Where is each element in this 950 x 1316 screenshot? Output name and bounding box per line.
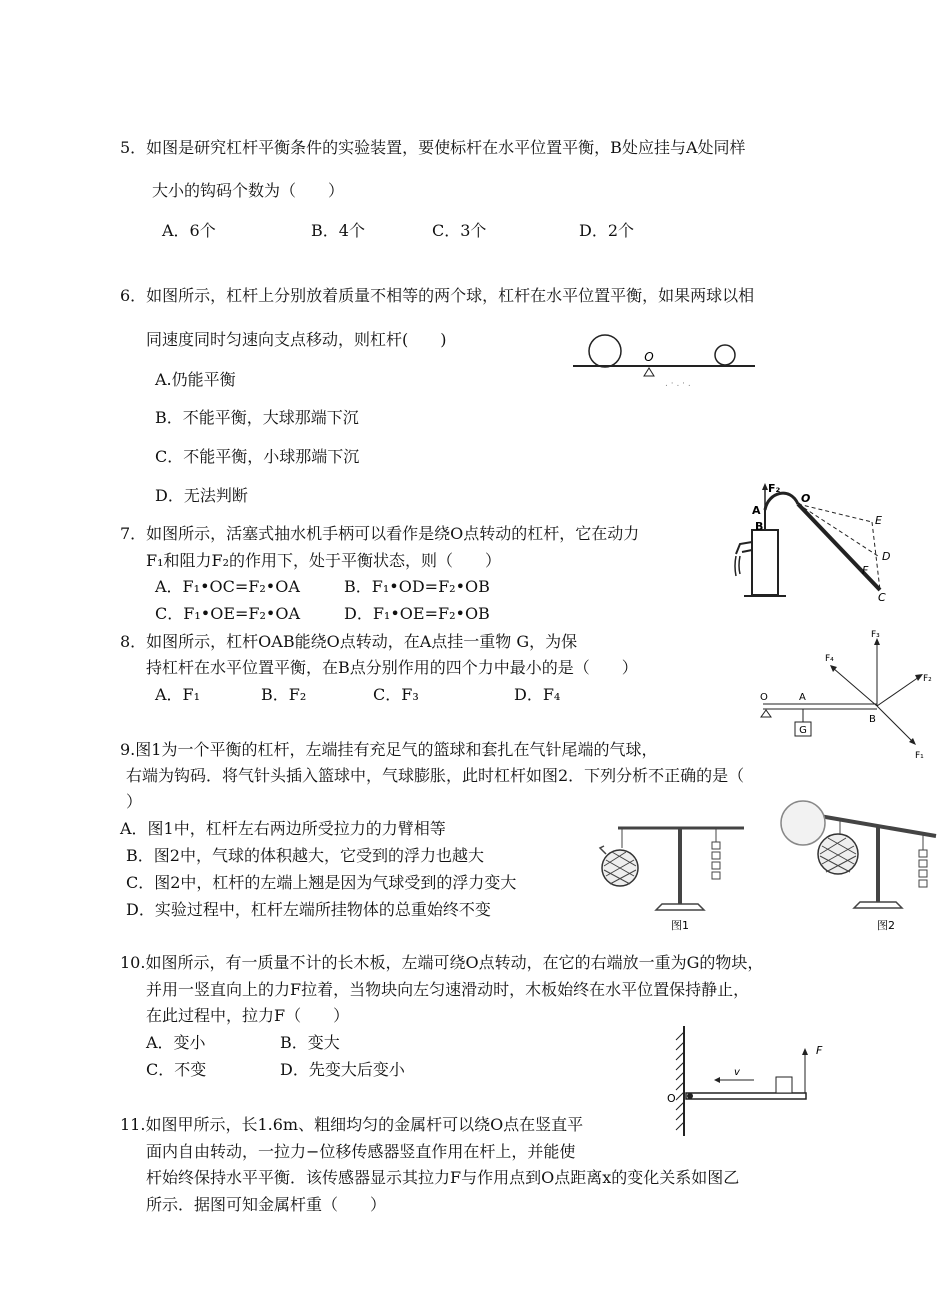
q10-line1: 10.如图所示，有一质量不计的长木板，左端可绕O点转动，在它的右端放一重为G的物块，	[120, 953, 764, 972]
fig7-label-o: O	[801, 492, 811, 505]
fig8-label-a: A	[799, 692, 806, 703]
fig8-label-f3: F₃	[871, 630, 880, 640]
q6-option-a: A.仍能平衡	[155, 370, 236, 389]
fig9-caption-2: 图2	[877, 919, 895, 932]
q9-line3: ）	[126, 792, 143, 811]
water-stream	[735, 556, 740, 576]
weight-4	[919, 880, 927, 887]
q11-line1: 11.如图甲所示，长1.6m、粗细均匀的金属杆可以绕O点在竖直平	[120, 1115, 584, 1134]
q7-option-b: B．F₁•OD=F₂•OB	[344, 577, 490, 596]
weight-1	[712, 842, 720, 849]
wall-hatch	[676, 1032, 684, 1130]
q6-lever-figure	[565, 330, 760, 390]
big-ball	[589, 335, 621, 367]
fulcrum-triangle	[761, 710, 771, 717]
q10-option-a: A．变小	[146, 1033, 206, 1052]
q8-option-b: B．F₂	[261, 685, 307, 704]
pivot-label: O	[644, 350, 654, 364]
fig7-label-f2: F₂	[768, 482, 781, 495]
q9-line1: 9.图1为一个平衡的杠杆，左端挂有充足气的篮球和套扎在气针尾端的气球，	[120, 740, 658, 759]
q8-line1: 8．如图所示，杠杆OAB能绕O点转动，在A点挂一重物 G，为保	[120, 632, 578, 651]
weight-1	[919, 850, 927, 857]
force-arrowhead	[802, 1048, 808, 1055]
q10-board-figure	[662, 1022, 832, 1140]
q8-option-d: D．F₄	[514, 685, 561, 704]
q6-line2: 同速度同时匀速向支点移动，则杠杆( )	[146, 330, 447, 349]
q8-option-a: A．F₁	[155, 685, 201, 704]
q11-line4: 所示．据图可知金属杆重（ ）	[146, 1195, 387, 1214]
q6-option-d: D．无法判断	[155, 486, 248, 505]
q6-option-b: B．不能平衡，大球那端下沉	[155, 408, 359, 427]
q5-option-b: B．4个	[311, 221, 365, 240]
fig7-label-e: E	[875, 514, 882, 527]
stand-base	[854, 902, 902, 908]
q7-line1: 7．如图所示，活塞式抽水机手柄可以看作是绕O点转动的杠杆，它在动力	[120, 524, 640, 543]
velocity-arrowhead	[714, 1077, 720, 1083]
q10-option-c: C．不变	[146, 1060, 207, 1079]
fig8-label-g: G	[799, 725, 807, 736]
fig8-label-o: O	[760, 692, 768, 703]
weight-2	[919, 860, 927, 867]
pump-cylinder	[752, 530, 778, 595]
q6-line1: 6．如图所示，杠杆上分别放着质量不相等的两个球，杠杆在水平位置平衡，如果两球以相	[120, 286, 755, 305]
pump-arc	[765, 493, 798, 510]
q10-option-b: B．变大	[280, 1033, 340, 1052]
q10-line3: 在此过程中，拉力F（ ）	[146, 1006, 350, 1025]
q9-option-b: B．图2中，气球的体积越大，它受到的浮力也越大	[126, 846, 484, 865]
q5-line2: 大小的钩码个数为（ ）	[152, 181, 345, 200]
fulcrum-triangle	[644, 368, 654, 376]
tilted-beam	[808, 814, 936, 836]
fig8-label-f2: F₂	[923, 674, 932, 684]
weight-3	[919, 870, 927, 877]
block	[776, 1077, 792, 1093]
weight-3	[712, 862, 720, 869]
fig7-label-f: F	[862, 564, 869, 577]
f1-arrow	[877, 706, 913, 742]
fig8-label-f1: F₁	[915, 751, 924, 761]
q5-option-d: D．2个	[579, 221, 635, 240]
f4-arrow	[833, 668, 877, 706]
q9-option-a: A．图1中，杠杆左右两边所受拉力的力臂相等	[120, 819, 446, 838]
q9-figure-2	[778, 798, 943, 936]
pivot-pin	[687, 1093, 693, 1099]
fig7-label-d: D	[882, 550, 891, 563]
f2-arrow	[877, 677, 919, 706]
fig10-label-v: v	[734, 1067, 740, 1078]
q5-option-c: C．3个	[432, 221, 487, 240]
fig10-label-o: O	[667, 1092, 676, 1105]
q8-lever-figure	[755, 628, 940, 764]
fig10-label-f: F	[816, 1044, 823, 1057]
q8-option-c: C．F₃	[373, 685, 419, 704]
q7-pump-figure	[728, 480, 903, 602]
q7-line2: F₁和阻力F₂的作用下，处于平衡状态，则（ ）	[146, 551, 502, 570]
pump-handle	[798, 504, 880, 590]
hatch-marks: . · . · .	[665, 379, 691, 389]
weight-2	[712, 852, 720, 859]
q7-option-d: D．F₁•OE=F₂•OB	[344, 604, 490, 623]
balloon	[781, 801, 825, 845]
q11-line3: 杆始终保持水平平衡．该传感器显示其拉力F与作用点到O点距离x的变化关系如图乙	[146, 1168, 740, 1187]
q10-option-d: D．先变大后变小	[280, 1060, 405, 1079]
small-ball	[715, 345, 735, 365]
weight-4	[712, 872, 720, 879]
q9-option-d: D．实验过程中，杠杆左端所挂物体的总重始终不变	[126, 900, 491, 919]
q9-option-c: C．图2中，杠杆的左端上翘是因为气球受到的浮力变大	[126, 873, 517, 892]
q9-figure-1	[596, 812, 756, 936]
q10-line2: 并用一竖直向上的力F拉着，当物块向左匀速滑动时，木板始终在水平位置保持静止，	[146, 980, 750, 999]
q5-option-a: A．6个	[162, 221, 216, 240]
q7-option-a: A．F₁•OC=F₂•OA	[155, 577, 300, 596]
fig7-label-c: C	[878, 591, 886, 602]
board	[686, 1093, 806, 1099]
fig8-label-f4: F₄	[825, 654, 834, 664]
q7-option-c: C．F₁•OE=F₂•OA	[155, 604, 301, 623]
fig7-label-b: B	[755, 520, 764, 533]
basketball-net	[818, 834, 858, 874]
stand-base	[656, 904, 704, 910]
fig8-label-b: B	[869, 714, 876, 725]
pump-spout	[736, 542, 752, 554]
fig7-label-a: A	[752, 504, 761, 517]
f2-arrowhead	[915, 674, 923, 681]
q11-line2: 面内自由转动，一拉力−位移传感器竖直作用在杆上，并能使	[146, 1142, 576, 1161]
q8-line2: 持杠杆在水平位置平衡，在B点分别作用的四个力中最小的是（ ）	[146, 658, 638, 677]
q6-option-c: C．不能平衡，小球那端下沉	[155, 447, 360, 466]
q5-line1: 5．如图是研究杠杆平衡条件的实验装置，要使标杆在水平位置平衡，B处应挂与A处同样	[120, 138, 746, 157]
dashed-ec	[872, 522, 880, 590]
q9-line2: 右端为钩码．将气针头插入篮球中，气球膨胀，此时杠杆如图2．下列分析不正确的是（	[126, 766, 745, 785]
needle	[600, 846, 606, 854]
fig9-caption-1: 图1	[671, 919, 689, 932]
